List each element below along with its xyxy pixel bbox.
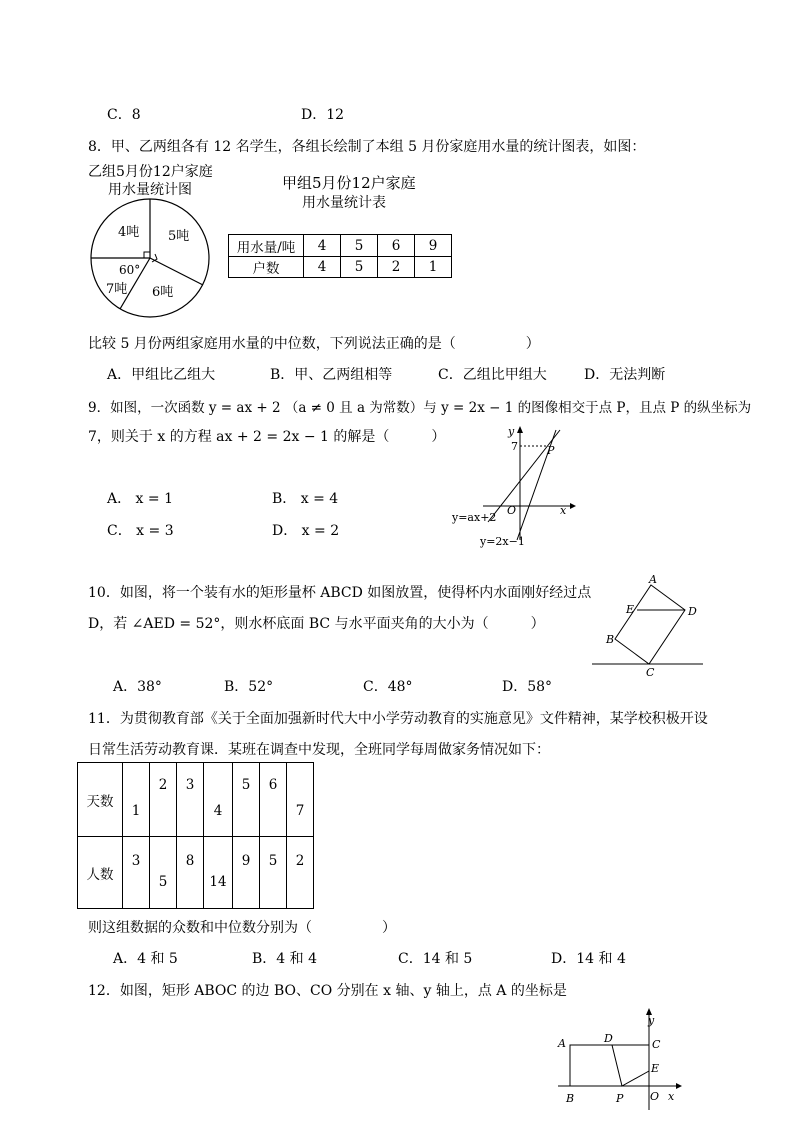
pie-label-60deg: 60°	[119, 263, 141, 277]
table-cell: 5	[341, 257, 378, 278]
table-cell: 2	[287, 837, 314, 909]
fig12-p-label: P	[616, 1092, 624, 1105]
fig12-e-label: E	[651, 1062, 660, 1075]
q11-option-b: B．4 和 4	[252, 951, 318, 967]
fig9-p-label: P	[547, 444, 555, 457]
x-axis-arrow	[570, 503, 576, 509]
q10-line1: 10．如图，将一个装有水的矩形量杯 ABCD 如图放置，使得杯内水面刚好经过点	[88, 585, 592, 601]
q11-option-a: A．4 和 5	[113, 951, 178, 967]
table-cell: 4	[304, 257, 341, 278]
fig12-o-label: O	[650, 1090, 660, 1103]
pie-label-6t: 6吨	[152, 285, 174, 300]
table-cell: 6	[260, 763, 287, 837]
fig9-y-label: y	[508, 425, 515, 438]
q10-option-a: A．38°	[113, 679, 162, 695]
q11-line2: 日常生活劳动教育课．某班在调查中发现，全班同学每周做家务情况如下：	[88, 742, 550, 758]
pie-divider-right	[150, 258, 203, 285]
fig12-x-label: x	[668, 1090, 675, 1103]
q7-option-d: D．12	[301, 107, 345, 123]
q11-option-d: D．14 和 4	[551, 951, 626, 967]
q8-water-table	[228, 234, 452, 278]
rectangle-aboc	[570, 1045, 649, 1086]
q9-option-d: D． x = 2	[272, 523, 340, 539]
q9-option-c: C． x = 3	[107, 523, 174, 539]
table-cell: 1	[415, 257, 452, 278]
fig12-y-label: y	[648, 1014, 655, 1027]
table-title-line2: 用水量统计表	[302, 195, 386, 211]
pie-label-7t: 7吨	[106, 282, 128, 297]
fig9-x-label: x	[560, 504, 567, 517]
table-title-line1: 甲组5月份12户家庭	[282, 174, 416, 192]
fig10-d-label: D	[688, 605, 697, 618]
fig10-e-label: E	[626, 603, 635, 616]
table-cell: 5	[233, 763, 260, 837]
q12-line1: 12．如图，矩形 ABOC 的边 BO、CO 分别在 x 轴、y 轴上，点 A 的坐标是	[88, 983, 567, 999]
q11-chores-table	[77, 762, 314, 909]
fig9-line2-label: y=2x−1	[480, 535, 525, 548]
table-cell: 5	[341, 235, 378, 257]
q10-option-b: B．52°	[224, 679, 274, 695]
fig12-b-label: B	[566, 1092, 575, 1105]
segments-dp-pe	[612, 1045, 649, 1086]
q10-figure	[590, 572, 706, 679]
q9-line1: 9．如图，一次函数 y = ax + 2 （a ≠ 0 且 a 为常数）与 y = 2x − 1 的图像相交于点 P，且点 P 的纵坐标为	[88, 400, 752, 416]
fig10-a-label: A	[649, 573, 657, 586]
q11-option-c: C．14 和 5	[398, 951, 473, 967]
pie-label-5t: 5吨	[168, 229, 190, 244]
table-cell: 6	[378, 235, 415, 257]
q8-stem: 8．甲、乙两组各有 12 名学生，各组长绘制了本组 5 月份家庭用水量的统计图表，如图：	[88, 139, 646, 155]
q12-figure	[552, 1006, 684, 1120]
y-axis-arrow	[517, 426, 523, 433]
q8-option-a: A．甲组比乙组大	[107, 367, 216, 383]
q9-line2: 7，则关于 x 的方程 ax + 2 = 2x − 1 的解是（ ）	[88, 429, 446, 445]
table-cell: 4	[204, 763, 233, 837]
table-cell: 5	[260, 837, 287, 909]
table-cell: 1	[123, 763, 150, 837]
q9-figure	[448, 422, 580, 550]
q10-line2: D，若 ∠AED = 52°，则水杯底面 BC 与水平面夹角的大小为（ ）	[88, 616, 545, 632]
fig12-d-label: D	[604, 1032, 613, 1045]
pie-right-angle-mark	[144, 252, 150, 258]
pie-title-line1: 乙组5月份12户家庭	[88, 164, 213, 180]
rectangle-abcd	[615, 585, 685, 664]
pie-title-line2: 用水量统计图	[108, 182, 192, 198]
q9-option-b: B． x = 4	[272, 491, 339, 507]
table-cell: 3	[177, 763, 204, 837]
table-cell: 2	[378, 257, 415, 278]
table-cell: 7	[287, 763, 314, 837]
table-cell: 2	[150, 763, 177, 837]
pie-label-4t: 4吨	[118, 225, 140, 240]
q8-option-d: D．无法判断	[584, 367, 666, 383]
table-header-households: 户数	[229, 257, 304, 278]
fig12-a-label: A	[558, 1037, 566, 1050]
q8-option-c: C．乙组比甲组大	[438, 367, 547, 383]
q7-option-c: C．8	[107, 107, 141, 123]
q8-question: 比较 5 月份两组家庭用水量的中位数，下列说法正确的是（ ）	[88, 336, 540, 352]
fig10-c-label: C	[646, 666, 655, 679]
fig9-seven-label: 7	[511, 440, 518, 453]
q11-question: 则这组数据的众数和中位数分别为（ ）	[88, 920, 396, 936]
table-cell: 5	[150, 837, 177, 909]
fig10-b-label: B	[606, 633, 615, 646]
q9-option-a: A． x = 1	[107, 491, 173, 507]
fig9-o-label: O	[507, 504, 517, 517]
q10-option-c: C．48°	[363, 679, 413, 695]
q8-option-b: B．甲、乙两组相等	[270, 367, 393, 383]
table-row-label-people: 人数	[78, 837, 123, 909]
table-cell: 3	[123, 837, 150, 909]
table-cell: 8	[177, 837, 204, 909]
pie-chart	[88, 196, 214, 322]
table-cell: 14	[204, 837, 233, 909]
table-cell: 9	[233, 837, 260, 909]
table-header-usage: 用水量/吨	[229, 235, 304, 257]
table-row-label-days: 天数	[78, 763, 123, 837]
x-axis-arrow	[676, 1083, 682, 1089]
fig12-c-label: C	[652, 1038, 661, 1051]
q10-option-d: D．58°	[502, 679, 553, 695]
q11-line1: 11．为贯彻教育部《关于全面加强新时代大中小学劳动教育的实施意见》文件精神，某学校积极开设	[88, 711, 708, 727]
table-cell: 9	[415, 235, 452, 257]
table-cell: 4	[304, 235, 341, 257]
fig9-line1-label: y=ax+2	[452, 511, 497, 524]
